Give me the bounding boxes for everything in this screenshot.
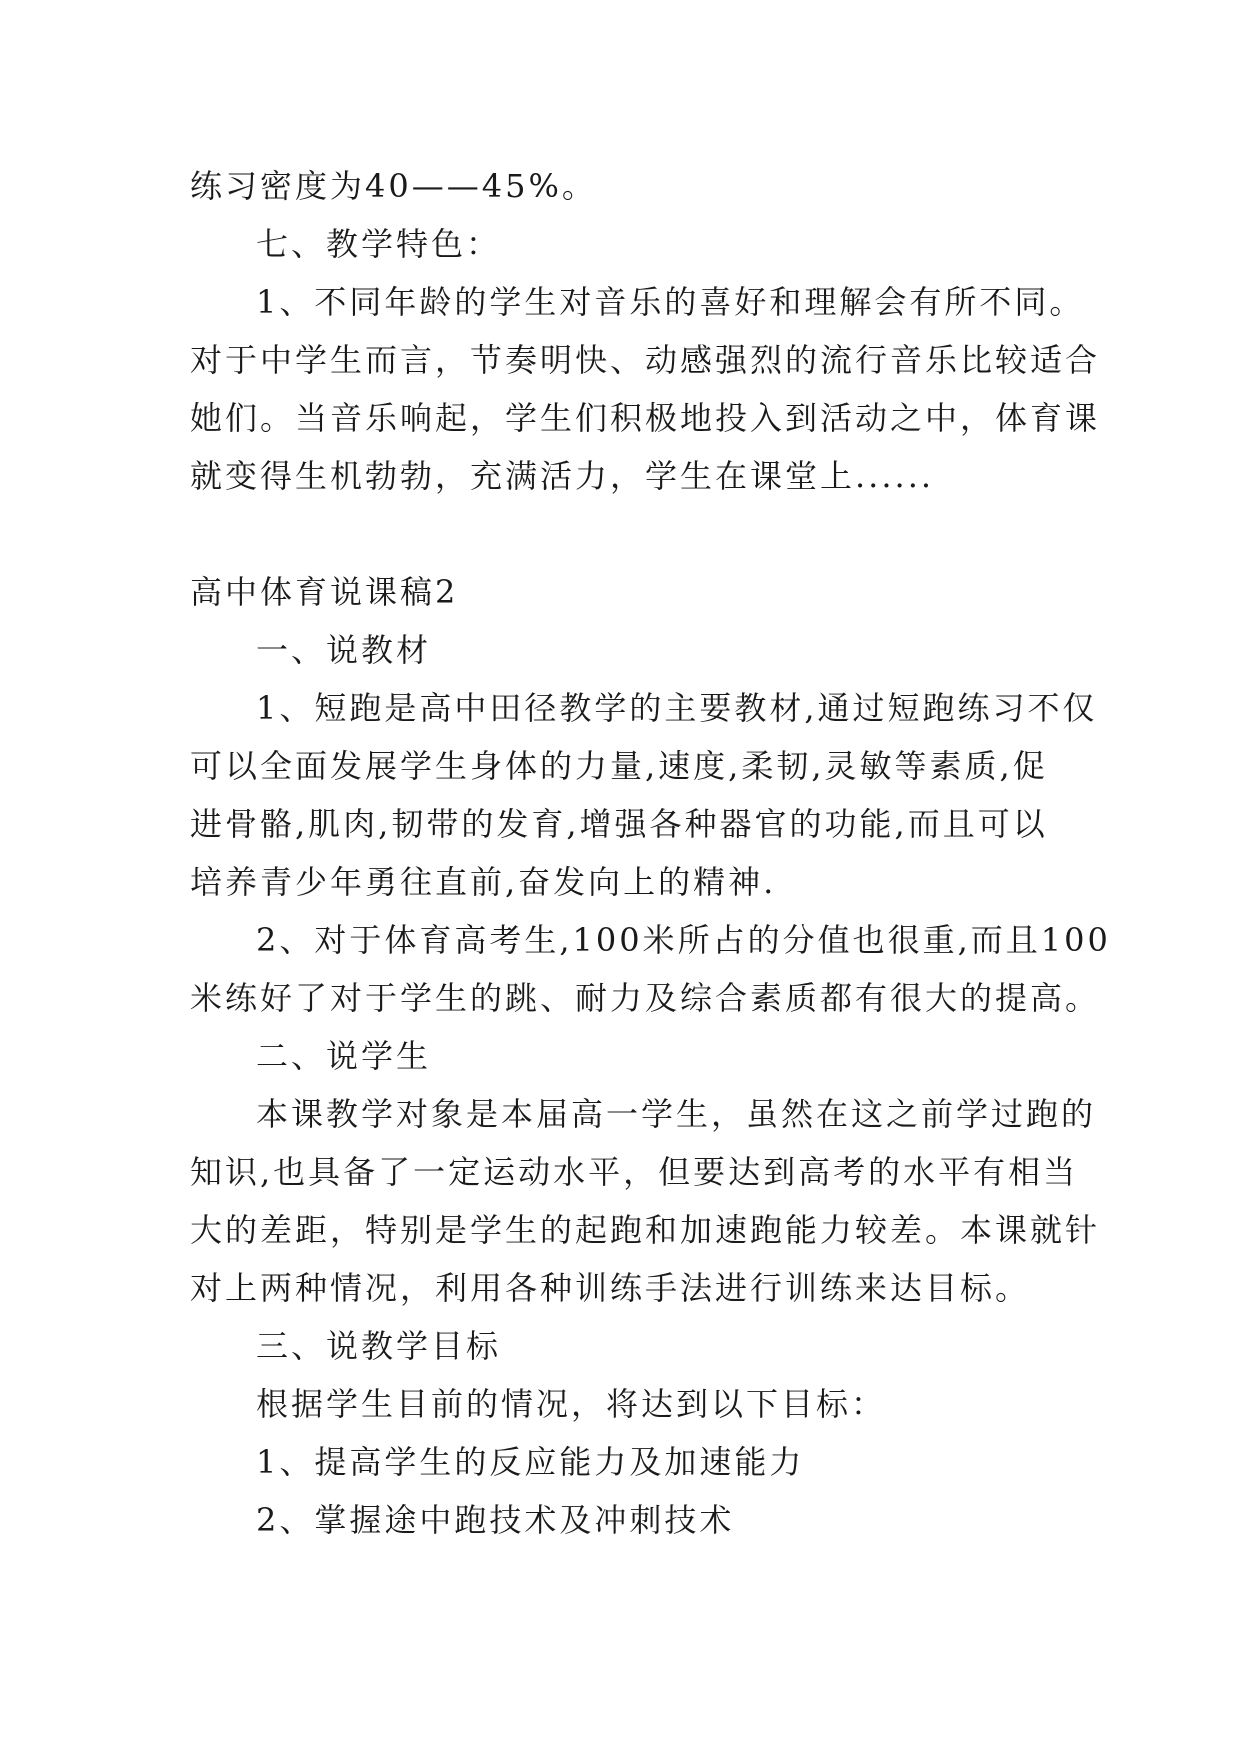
text-line: 进骨骼,肌肉,韧带的发育,增强各种器官的功能,而且可以 <box>190 805 1048 843</box>
text-line: 对上两种情况，利用各种训练手法进行训练来达目标。 <box>190 1269 1031 1307</box>
text-line: 培养青少年勇往直前,奋发向上的精神. <box>190 863 777 901</box>
text-line: 可以全面发展学生身体的力量,速度,柔韧,灵敏等素质,促 <box>190 747 1048 785</box>
text-line: 1、短跑是高中田径教学的主要教材,通过短跑练习不仅 <box>256 689 1098 727</box>
text-line: 根据学生目前的情况，将达到以下目标： <box>256 1385 887 1423</box>
text-line: 米练好了对于学生的跳、耐力及综合素质都有很大的提高。 <box>190 979 1101 1017</box>
text-line: 知识,也具备了一定运动水平，但要达到高考的水平有相当 <box>190 1153 1079 1191</box>
text-line: 2、对于体育高考生,100米所占的分值也很重,而且100 <box>256 921 1111 959</box>
text-line: 1、提高学生的反应能力及加速能力 <box>256 1443 805 1481</box>
section-heading: 七、教学特色： <box>256 225 502 263</box>
text-line: 练习密度为40——45%。 <box>190 167 597 205</box>
document-title: 高中体育说课稿2 <box>190 573 459 611</box>
section-heading: 一、说教材 <box>256 631 432 669</box>
text-line: 1、不同年龄的学生对音乐的喜好和理解会有所不同。 <box>256 283 1085 321</box>
text-line: 就变得生机勃勃，充满活力，学生在课堂上...... <box>190 457 935 495</box>
section-heading: 二、说学生 <box>256 1037 432 1075</box>
text-line: 她们。当音乐响起，学生们积极地投入到活动之中，体育课 <box>190 399 1101 437</box>
text-line: 对于中学生而言，节奏明快、动感强烈的流行音乐比较适合 <box>190 341 1101 379</box>
text-line: 本课教学对象是本届高一学生，虽然在这之前学过跑的 <box>256 1095 1097 1133</box>
section-heading: 三、说教学目标 <box>256 1327 502 1365</box>
text-line: 大的差距，特别是学生的起跑和加速跑能力较差。本课就针 <box>190 1211 1101 1249</box>
text-line: 2、掌握途中跑技术及冲刺技术 <box>256 1501 735 1539</box>
